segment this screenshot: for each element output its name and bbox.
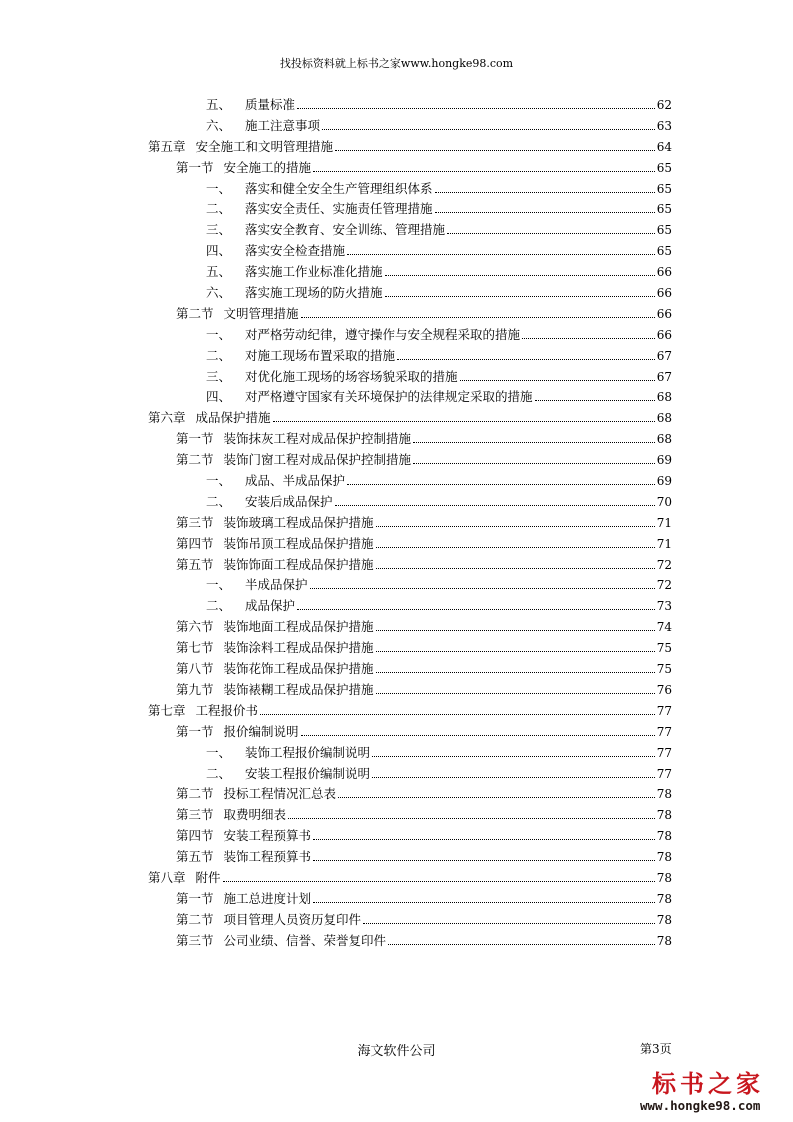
toc-entry-title: 对严格劳动纪律，遵守操作与安全规程采取的措施	[245, 326, 521, 342]
toc-dot-leader	[376, 556, 655, 568]
toc-entry-page: 68	[656, 390, 672, 405]
toc-entry[interactable]	[148, 367, 672, 388]
toc-dot-leader	[447, 222, 655, 234]
toc-entry-number: 第二节	[176, 452, 214, 468]
toc-dot-leader	[522, 327, 655, 339]
toc-entry-page: 68	[656, 411, 672, 426]
toc-entry-page: 65	[656, 223, 672, 238]
toc-entry-number: 三、	[206, 368, 232, 384]
toc-entry-number: 第六章	[148, 410, 186, 426]
toc-entry-number: 第三节	[176, 514, 214, 530]
toc-entry[interactable]	[148, 387, 672, 408]
toc-entry-title: 装饰地面工程成品保护措施	[223, 619, 374, 635]
toc-entry-page: 65	[656, 181, 672, 196]
toc-entry[interactable]	[148, 220, 672, 241]
toc-entry-number: 第八节	[176, 661, 214, 677]
toc-dot-leader	[376, 682, 655, 694]
toc-entry-title: 安全施工和文明管理措施	[195, 138, 334, 154]
toc-entry-title: 落实施工作业标准化措施	[245, 264, 383, 280]
toc-entry-title: 施工注意事项	[245, 117, 321, 133]
toc-entry[interactable]	[148, 847, 672, 868]
toc-entry-page: 65	[656, 202, 672, 217]
toc-dot-leader	[322, 118, 655, 130]
toc-entry[interactable]	[148, 492, 672, 513]
toc-entry-number: 六、	[206, 117, 232, 133]
toc-entry-number: 第七节	[176, 640, 214, 656]
toc-dot-leader	[413, 431, 655, 443]
toc-entry-number: 一、	[206, 744, 232, 760]
page-header: 找投标资料就上标书之家www.hongke98.com	[279, 57, 514, 70]
toc-entry[interactable]	[148, 241, 672, 262]
toc-dot-leader	[313, 891, 655, 903]
toc-entry[interactable]	[148, 513, 672, 534]
toc-entry-number: 第三节	[176, 807, 214, 823]
toc-entry-title: 投标工程情况汇总表	[223, 786, 337, 802]
toc-entry-title: 装饰门窗工程对成品保护控制措施	[223, 452, 412, 468]
toc-dot-leader	[273, 410, 655, 422]
toc-entry-number: 第一节	[176, 431, 214, 447]
toc-entry-number: 五、	[206, 97, 232, 112]
toc-entry-page: 75	[656, 662, 672, 677]
toc-entry-page: 78	[656, 787, 672, 802]
toc-entry-number: 二、	[206, 765, 232, 781]
toc-entry[interactable]	[148, 283, 672, 304]
toc-dot-leader	[372, 744, 655, 756]
toc-entry-page: 78	[656, 933, 672, 948]
toc-entry-title: 取费明细表	[223, 807, 287, 823]
toc-entry-page: 71	[656, 536, 672, 551]
toc-entry[interactable]	[148, 450, 672, 471]
toc-dot-leader	[310, 577, 655, 589]
toc-entry-number: 二、	[206, 347, 232, 363]
toc-entry-title: 成品保护	[245, 598, 296, 614]
logo-title: 标书之家	[652, 1070, 764, 1098]
toc-entry[interactable]	[148, 116, 672, 137]
toc-dot-leader	[413, 452, 655, 464]
toc-dot-leader	[313, 849, 655, 861]
toc-entry-page: 66	[656, 327, 672, 342]
toc-dot-leader	[347, 473, 655, 485]
toc-entry-page: 78	[656, 891, 672, 906]
logo-url: www.hongke98.com	[640, 1098, 761, 1113]
toc-entry-title: 装饰工程报价编制说明	[245, 744, 371, 760]
toc-dot-leader	[385, 285, 655, 297]
toc-entry[interactable]	[148, 534, 672, 555]
toc-dot-leader	[460, 368, 655, 380]
toc-entry-number: 第一节	[176, 159, 214, 175]
toc-entry-page: 69	[656, 474, 672, 489]
toc-entry-title: 附件	[195, 869, 221, 885]
toc-entry-title: 对严格遵守国家有关环境保护的法律规定采取的措施	[245, 389, 533, 405]
toc-entry-page: 66	[656, 306, 672, 321]
toc-entry-number: 第八章	[148, 869, 186, 885]
toc-entry-number: 第六节	[176, 619, 214, 635]
toc-entry-number: 二、	[206, 598, 232, 614]
toc-entry-number: 一、	[206, 473, 232, 489]
toc-dot-leader	[376, 661, 655, 673]
toc-entry-page: 65	[656, 244, 672, 259]
toc-dot-leader	[335, 139, 655, 151]
toc-entry[interactable]	[148, 199, 672, 220]
toc-entry-page: 69	[656, 453, 672, 468]
toc-entry-number: 第五节	[176, 556, 214, 572]
toc-entry-title: 半成品保护	[245, 577, 308, 593]
toc-entry-title: 落实安全检查措施	[245, 243, 346, 259]
toc-entry[interactable]	[148, 262, 672, 283]
toc-entry-number: 第四节	[176, 828, 214, 844]
toc-entry-page: 68	[656, 432, 672, 447]
toc-entry[interactable]	[148, 722, 672, 743]
biaoshu-logo	[638, 1066, 788, 1116]
toc-dot-leader	[301, 723, 655, 735]
toc-entry-title: 装饰饰面工程成品保护措施	[223, 556, 374, 572]
toc-entry-title: 落实安全责任、实施责任管理措施	[245, 201, 433, 217]
toc-entry[interactable]	[148, 325, 672, 346]
toc-entry[interactable]	[148, 346, 672, 367]
toc-entry[interactable]	[148, 408, 672, 429]
toc-dot-leader	[335, 494, 655, 506]
toc-dot-leader	[535, 389, 655, 401]
toc-entry-number: 第九节	[176, 681, 214, 697]
toc-entry-page: 77	[656, 745, 672, 760]
toc-entry[interactable]	[148, 868, 672, 889]
toc-entry-number: 第二节	[176, 305, 214, 321]
toc-entry-page: 70	[656, 494, 672, 509]
toc-dot-leader	[313, 828, 655, 840]
toc-entry-title: 工程报价书	[195, 702, 259, 718]
toc-entry-number: 四、	[206, 243, 232, 259]
toc-entry[interactable]	[148, 784, 672, 805]
toc-entry-page: 73	[656, 599, 672, 614]
toc-entry-title: 安装工程预算书	[223, 828, 312, 844]
toc-entry[interactable]	[148, 555, 672, 576]
toc-entry[interactable]	[148, 575, 672, 596]
toc-entry-title: 安装工程报价编制说明	[245, 765, 371, 781]
toc-entry-page: 75	[656, 641, 672, 656]
toc-entry-title: 安装后成品保护	[245, 493, 333, 509]
toc-entry[interactable]	[148, 638, 672, 659]
toc-entry-title: 装饰花饰工程成品保护措施	[223, 661, 374, 677]
toc-entry-title: 成品、半成品保护	[245, 473, 346, 489]
toc-entry-page: 74	[656, 620, 672, 635]
toc-dot-leader	[385, 264, 655, 276]
toc-entry-number: 第三节	[176, 932, 214, 948]
toc-dot-leader	[376, 640, 655, 652]
toc-entry-title: 成品保护措施	[195, 410, 271, 426]
toc-entry-page: 66	[656, 265, 672, 280]
toc-dot-leader	[313, 159, 655, 171]
toc-entry-title: 报价编制说明	[223, 723, 299, 739]
toc-dot-leader	[372, 765, 655, 777]
toc-entry[interactable]	[148, 931, 672, 952]
toc-entry[interactable]	[148, 805, 672, 826]
toc-dot-leader	[435, 201, 655, 213]
toc-entry-page: 77	[656, 766, 672, 781]
toc-entry-page: 72	[656, 578, 672, 593]
toc-entry-title: 装饰玻璃工程成品保护措施	[223, 514, 374, 530]
toc-entry-title: 装饰抹灰工程对成品保护控制措施	[223, 431, 412, 447]
toc-entry-title: 施工总进度计划	[223, 890, 312, 906]
toc-entry-page: 71	[656, 515, 672, 530]
toc-dot-leader	[297, 598, 655, 610]
toc-entry-page: 63	[656, 118, 672, 133]
footer-company: 海文软件公司	[357, 1044, 436, 1059]
toc-entry[interactable]	[148, 680, 672, 701]
toc-entry-number: 一、	[206, 326, 232, 342]
toc-entry-page: 76	[656, 682, 672, 697]
toc-entry-page: 78	[656, 912, 672, 927]
toc-dot-leader	[297, 97, 655, 109]
toc-dot-leader	[288, 807, 655, 819]
toc-entry-page: 64	[656, 139, 672, 154]
toc-dot-leader	[260, 703, 655, 715]
toc-entry-page: 72	[656, 557, 672, 572]
toc-entry-title: 装饰裱糊工程成品保护措施	[223, 681, 374, 697]
toc-entry-title: 公司业绩、信誉、荣誉复印件	[223, 932, 387, 948]
toc-entry[interactable]	[148, 701, 672, 722]
toc-entry[interactable]	[148, 304, 672, 325]
toc-entry-page: 67	[656, 348, 672, 363]
toc-dot-leader	[347, 243, 655, 255]
toc-entry[interactable]	[148, 158, 672, 179]
toc-entry-number: 三、	[206, 222, 232, 238]
toc-entry-number: 二、	[206, 493, 232, 509]
toc-entry-title: 装饰涂料工程成品保护措施	[223, 640, 374, 656]
toc-entry[interactable]	[148, 764, 672, 785]
toc-dot-leader	[301, 306, 655, 318]
toc-entry-number: 第二节	[176, 786, 214, 802]
toc-entry-page: 65	[656, 160, 672, 175]
toc-entry-number: 六、	[206, 285, 232, 301]
table-of-contents	[148, 95, 672, 952]
toc-dot-leader	[338, 786, 655, 798]
toc-entry-page: 78	[656, 829, 672, 844]
toc-dot-leader	[376, 535, 655, 547]
toc-entry-page: 66	[656, 286, 672, 301]
toc-entry-title: 对施工现场布置采取的措施	[245, 347, 396, 363]
toc-entry-title: 落实施工现场的防火措施	[245, 285, 383, 301]
toc-entry-number: 一、	[206, 180, 232, 196]
toc-entry[interactable]	[148, 179, 672, 200]
toc-entry[interactable]	[148, 659, 672, 680]
toc-entry-page: 77	[656, 703, 672, 718]
toc-entry-page: 78	[656, 808, 672, 823]
toc-dot-leader	[376, 515, 655, 527]
footer-page-number: 第3页	[640, 1042, 672, 1056]
toc-entry-title: 质量标准	[245, 97, 296, 112]
toc-dot-leader	[435, 180, 655, 192]
toc-entry-number: 一、	[206, 577, 232, 593]
toc-entry-title: 文明管理措施	[223, 305, 299, 321]
toc-entry-page: 78	[656, 850, 672, 865]
toc-entry-number: 四、	[206, 389, 232, 405]
toc-entry[interactable]	[148, 95, 672, 116]
toc-dot-leader	[376, 619, 655, 631]
toc-entry-page: 67	[656, 369, 672, 384]
toc-entry[interactable]	[148, 889, 672, 910]
toc-entry[interactable]	[148, 471, 672, 492]
toc-entry-title: 对优化施工现场的场容场貌采取的措施	[245, 368, 458, 384]
toc-dot-leader	[397, 347, 655, 359]
toc-entry-page: 62	[656, 98, 672, 112]
toc-entry-number: 第五节	[176, 849, 214, 865]
toc-entry-number: 第二节	[176, 911, 214, 927]
toc-entry-number: 五、	[206, 264, 232, 280]
toc-entry[interactable]	[148, 910, 672, 931]
toc-entry-number: 第一节	[176, 723, 214, 739]
toc-entry[interactable]	[148, 826, 672, 847]
toc-entry-number: 第七章	[148, 702, 186, 718]
toc-entry-title: 安全施工的措施	[223, 159, 312, 175]
toc-entry[interactable]	[148, 429, 672, 450]
toc-entry[interactable]	[148, 743, 672, 764]
toc-entry[interactable]	[148, 596, 672, 617]
toc-entry[interactable]	[148, 617, 672, 638]
toc-entry-title: 项目管理人员资历复印件	[223, 911, 362, 927]
toc-entry-number: 第四节	[176, 535, 214, 551]
toc-entry[interactable]	[148, 137, 672, 158]
toc-dot-leader	[223, 870, 655, 882]
toc-entry-title: 装饰吊顶工程成品保护措施	[223, 535, 374, 551]
toc-entry-number: 第五章	[148, 138, 186, 154]
toc-dot-leader	[363, 911, 655, 923]
toc-entry-number: 第一节	[176, 890, 214, 906]
toc-entry-page: 77	[656, 724, 672, 739]
toc-entry-title: 落实和健全安全生产管理组织体系	[245, 180, 433, 196]
toc-entry-number: 二、	[206, 201, 232, 217]
toc-entry-title: 落实安全教育、安全训练、管理措施	[245, 222, 446, 238]
toc-entry-title: 装饰工程预算书	[223, 849, 312, 865]
toc-entry-page: 78	[656, 870, 672, 885]
toc-dot-leader	[388, 932, 655, 944]
